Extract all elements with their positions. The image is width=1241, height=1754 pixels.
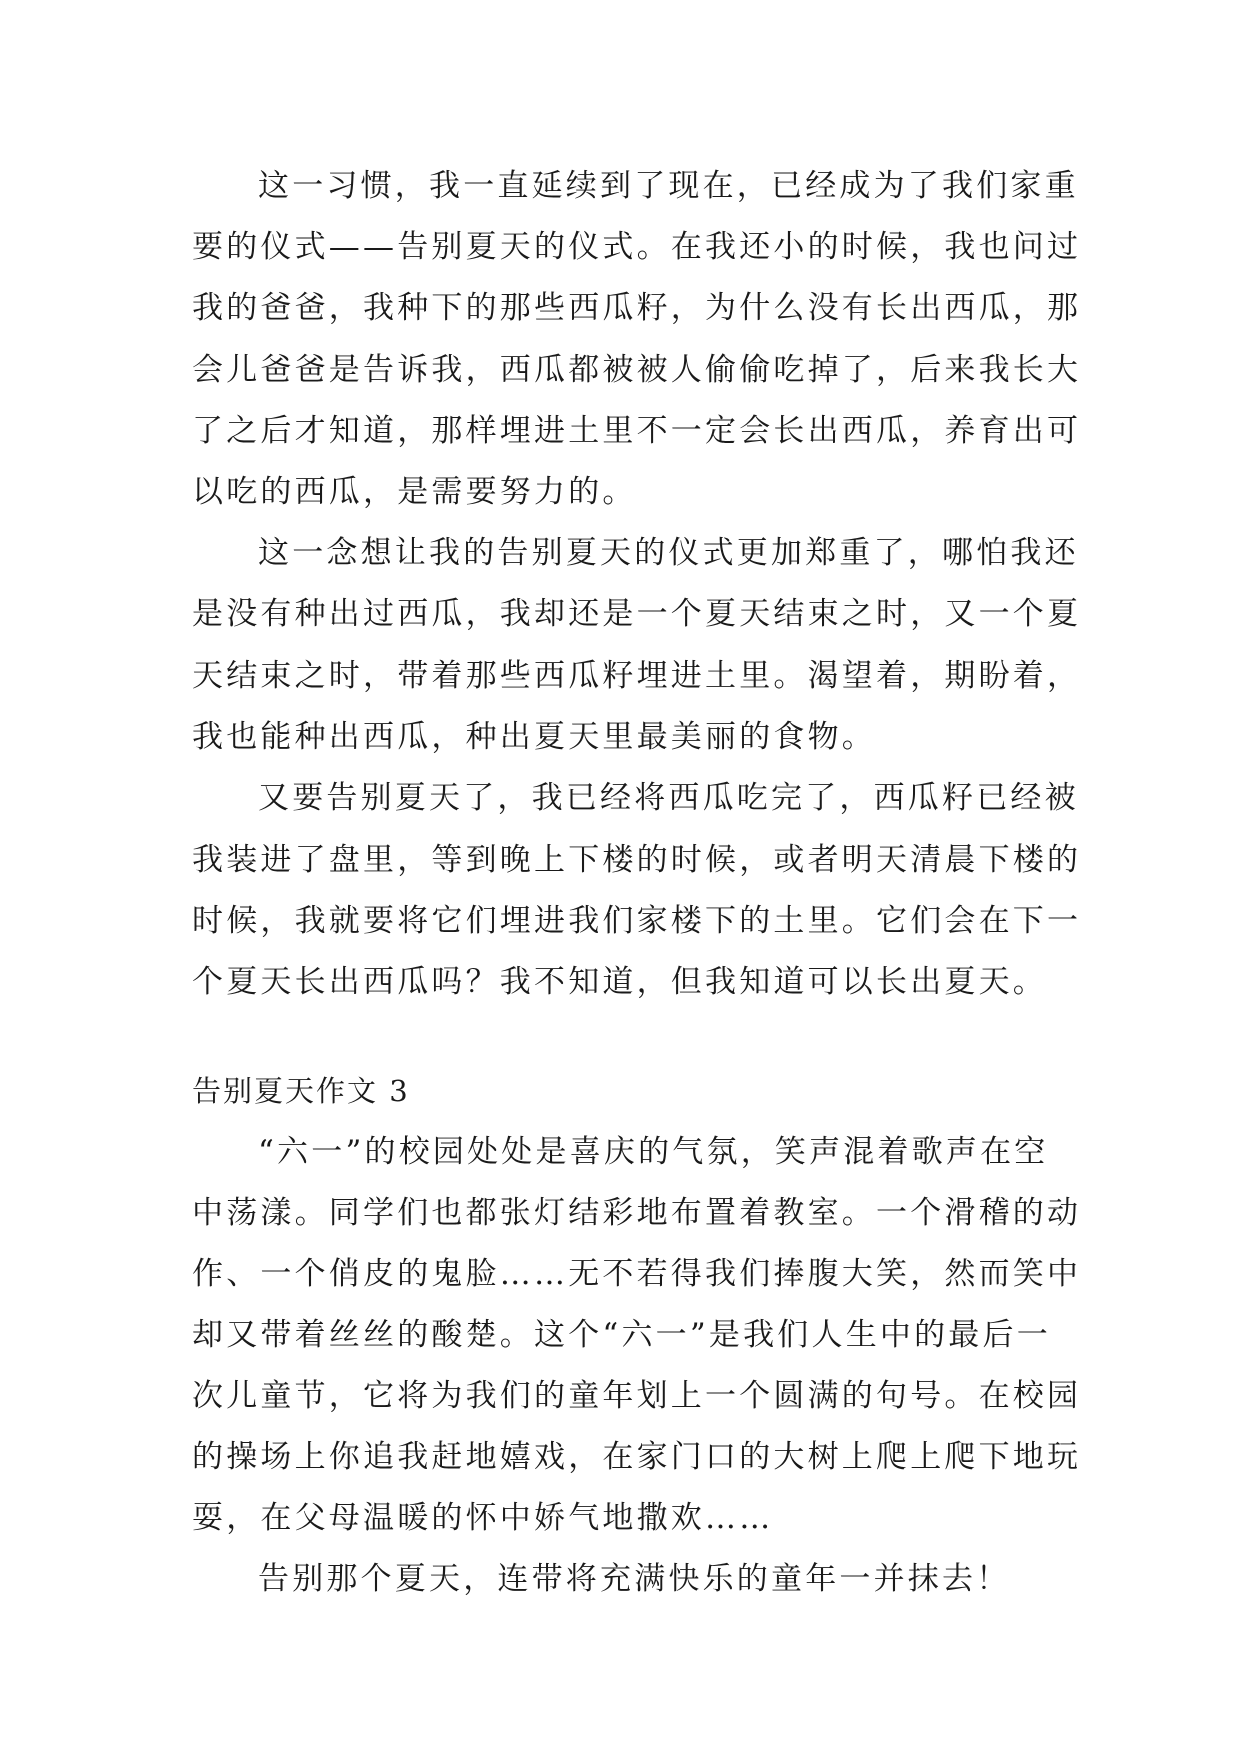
paragraph-2-line-2: 是没有种出过西瓜，我却还是一个夏天结束之时，又一个夏 bbox=[192, 596, 1082, 632]
paragraph-1-line-4: 会儿爸爸是告诉我，西瓜都被被人偷偷吃掉了，后来我长大 bbox=[192, 352, 1082, 388]
paragraph-4-line-2: 中荡漾。同学们也都张灯结彩地布置着教室。一个滑稽的动 bbox=[192, 1195, 1082, 1231]
paragraph-4-line-7: 耍，在父母温暖的怀中娇气地撒欢…… bbox=[192, 1500, 774, 1536]
paragraph-2-line-1: 这一念想让我的告别夏天的仪式更加郑重了，哪怕我还 bbox=[258, 535, 1079, 571]
paragraph-3-line-3: 时候，我就要将它们埋进我们家楼下的土里。它们会在下一 bbox=[192, 903, 1082, 939]
paragraph-4-line-5: 次儿童节，它将为我们的童年划上一个圆满的句号。在校园 bbox=[192, 1378, 1082, 1414]
paragraph-1-line-1: 这一习惯，我一直延续到了现在，已经成为了我们家重 bbox=[258, 168, 1079, 204]
paragraph-4-line-6: 的操场上你追我赶地嬉戏，在家门口的大树上爬上爬下地玩 bbox=[192, 1439, 1082, 1475]
paragraph-2-line-4: 我也能种出西瓜，种出夏天里最美丽的食物。 bbox=[192, 719, 876, 755]
paragraph-4-line-1: “六一”的校园处处是喜庆的气氛，笑声混着歌声在空 bbox=[258, 1134, 1049, 1170]
paragraph-3-line-4: 个夏天长出西瓜吗？我不知道，但我知道可以长出夏天。 bbox=[192, 964, 1047, 1000]
paragraph-3-line-2: 我装进了盘里，等到晚上下楼的时候，或者明天清晨下楼的 bbox=[192, 842, 1082, 878]
paragraph-4-line-4: 却又带着丝丝的酸楚。这个“六一”是我们人生中的最后一 bbox=[192, 1317, 1051, 1353]
paragraph-1-line-6: 以吃的西瓜，是需要努力的。 bbox=[192, 474, 637, 510]
paragraph-2-line-3: 天结束之时，带着那些西瓜籽埋进土里。渴望着，期盼着， bbox=[192, 658, 1082, 694]
section-title: 告别夏天作文 3 bbox=[192, 1074, 410, 1108]
paragraph-1-line-2: 要的仪式——告别夏天的仪式。在我还小的时候，我也问过 bbox=[192, 229, 1082, 265]
paragraph-1-line-5: 了之后才知道，那样埋进土里不一定会长出西瓜，养育出可 bbox=[192, 413, 1082, 449]
paragraph-1-line-3: 我的爸爸，我种下的那些西瓜籽，为什么没有长出西瓜，那 bbox=[192, 290, 1082, 326]
paragraph-4-line-3: 作、一个俏皮的鬼脸……无不若得我们捧腹大笑，然而笑中 bbox=[192, 1256, 1082, 1292]
paragraph-3-line-1: 又要告别夏天了，我已经将西瓜吃完了，西瓜籽已经被 bbox=[258, 780, 1079, 816]
paragraph-5-line-1: 告别那个夏天，连带将充满快乐的童年一并抹去！ bbox=[258, 1561, 1011, 1597]
